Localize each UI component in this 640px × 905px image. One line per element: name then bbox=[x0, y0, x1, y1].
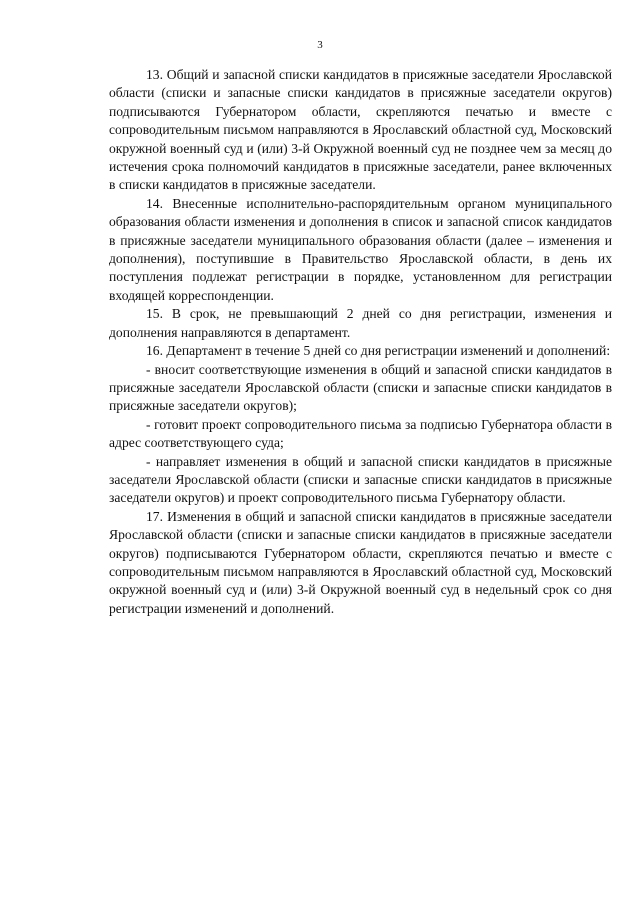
paragraph-16: 16. Департамент в течение 5 дней со дня регистрации изменений и дополнений: bbox=[146, 343, 611, 359]
paragraph-17: 17. Изменения в общий и запасной списки кандидатов в присяжные заседатели Ярославской области (списки и запасные списки кандидатов в присяжные заседатели округов) подписываются Губернатором области, скрепляются печатью и вместе с сопроводительным письмом направляются в Ярославский областной суд, Московский окружной военный суд и (или) 3-й Окружной военный суд в недельный срок со дня регистрации изменений и дополнений. bbox=[109, 508, 612, 616]
paragraph-13: 13. Общий и запасной списки кандидатов в присяжные заседатели Ярославской области (списки и запасные списки кандидатов в присяжные заседатели округов) подписываются Губернатором области, скрепляются печатью и вместе с сопроводительным письмом направляются в Ярославский областной суд, Московский окружной военный суд и (или) 3-й Окружной военный суд не позднее чем за месяц до истечения срока полномочий кандидатов в присяжные заседатели, ранее включенных в списки кандидатов в присяжные заседатели. bbox=[109, 67, 612, 193]
page-number: 3 bbox=[317, 39, 323, 51]
paragraph-15: 15. В срок, не превышающий 2 дней со дня регистрации, изменения и дополнения направляются в департамент. bbox=[109, 306, 612, 340]
paragraph-14: 14. Внесенные исполнительно-распорядительным органом муниципального образования области изменения и дополнения в список и запасной список кандидатов в присяжные заседатели муниципального образования области (далее – изменения и дополнения), поступившие в Правительство Ярославской области, в день их поступления подлежат регистрации в порядке, установленном для регистрации входящей корреспонденции. bbox=[109, 195, 612, 303]
list-item-1: - вносит соответствующие изменения в общий и запасной списки кандидатов в присяжные заседатели Ярославской области (списки и запасные списки кандидатов в присяжные заседатели округов); bbox=[109, 361, 612, 414]
list-item-2: - готовит проект сопроводительного письма за подписью Губернатора области в адрес соответствующего суда; bbox=[109, 416, 612, 451]
list-item-3: - направляет изменения в общий и запасной списки кандидатов в присяжные заседатели Ярославской области (списки и запасные списки кандидатов в присяжные заседатели округов) и проект сопроводительного письма Губернатору области. bbox=[109, 453, 612, 506]
document-body bbox=[109, 66, 612, 618]
